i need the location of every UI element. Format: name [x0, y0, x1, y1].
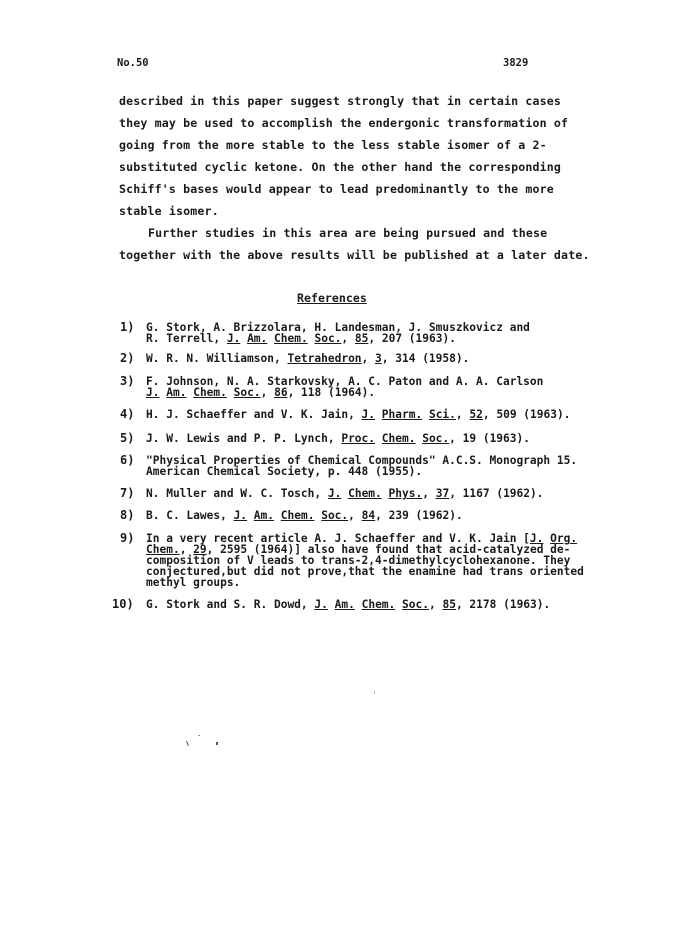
reference-text: American Chemical Society, p. 448 (1955).	[146, 465, 423, 478]
reference-text: methyl groups.	[146, 576, 241, 589]
reference-text: H. J. Schaeffer and V. K. Jain, J. Pharm. Sci., 52, 509 (1963).	[146, 408, 571, 421]
reference-text: "Physical Properties of Chemical Compounds" A.C.S. Monograph 15.	[146, 454, 578, 467]
reference-text: conjectured,but did not prove,that the enamine had trans oriented	[146, 565, 584, 578]
body-line: stable isomer.	[119, 204, 219, 218]
reference-number: 6)	[120, 453, 135, 467]
reference-number: 2)	[120, 351, 135, 365]
reference-text: G. Stork and S. R. Dowd, J. Am. Chem. Soc., 85, 2178 (1963).	[146, 598, 551, 611]
scan-speck	[216, 742, 218, 745]
body-line: together with the above results will be published at a later date.	[119, 248, 590, 262]
reference-number: 10)	[112, 597, 134, 611]
reference-number: 9)	[120, 531, 135, 545]
body-line: Further studies in this area are being pursued and these	[148, 226, 548, 240]
reference-text: W. R. N. Williamson, Tetrahedron, 3, 314 (1958).	[146, 352, 470, 365]
reference-text: F. Johnson, N. A. Starkovsky, A. C. Paton and A. A. Carlson	[146, 375, 544, 388]
reference-number: 7)	[120, 486, 135, 500]
body-line: described in this paper suggest strongly that in certain cases	[119, 94, 562, 108]
body-line: they may be used to accomplish the endergonic transformation of	[119, 116, 569, 130]
body-line: Schiff's bases would appear to lead predominantly to the more	[119, 182, 554, 196]
scan-speck	[374, 691, 375, 694]
reference-number: 3)	[120, 374, 135, 388]
scan-speck	[198, 735, 200, 736]
reference-text: N. Muller and W. C. Tosch, J. Chem. Phys., 37, 1167 (1962).	[146, 487, 544, 500]
body-line: substituted cyclic ketone. On the other hand the corresponding	[119, 160, 562, 174]
reference-number: 1)	[120, 320, 135, 334]
reference-number: 5)	[120, 431, 135, 445]
reference-text: G. Stork, A. Brizzolara, H. Landesman, J. Smuszkovicz and	[146, 321, 530, 334]
reference-text: composition of V leads to trans-2,4-dimethylcyclohexanone. They	[146, 554, 571, 567]
reference-text: In a very recent article A. J. Schaeffer and V. K. Jain [J. Org.	[146, 532, 578, 545]
reference-text: B. C. Lawes, J. Am. Chem. Soc., 84, 239 (1962).	[146, 509, 463, 522]
reference-text: R. Terrell, J. Am. Chem. Soc., 85, 207 (1963).	[146, 332, 456, 345]
scan-speck	[186, 741, 189, 746]
references-heading: References	[297, 291, 367, 305]
body-line: going from the more stable to the less stable isomer of a 2-	[119, 138, 547, 152]
page-number: 3829	[503, 57, 529, 69]
reference-text: Chem., 29, 2595 (1964)] also have found that acid-catalyzed de-	[146, 543, 571, 556]
page-issue-label: No.50	[117, 57, 149, 69]
reference-text: J. Am. Chem. Soc., 86, 118 (1964).	[146, 386, 376, 399]
reference-text: J. W. Lewis and P. P. Lynch, Proc. Chem. Soc., 19 (1963).	[146, 432, 530, 445]
reference-number: 8)	[120, 508, 135, 522]
reference-number: 4)	[120, 407, 135, 421]
